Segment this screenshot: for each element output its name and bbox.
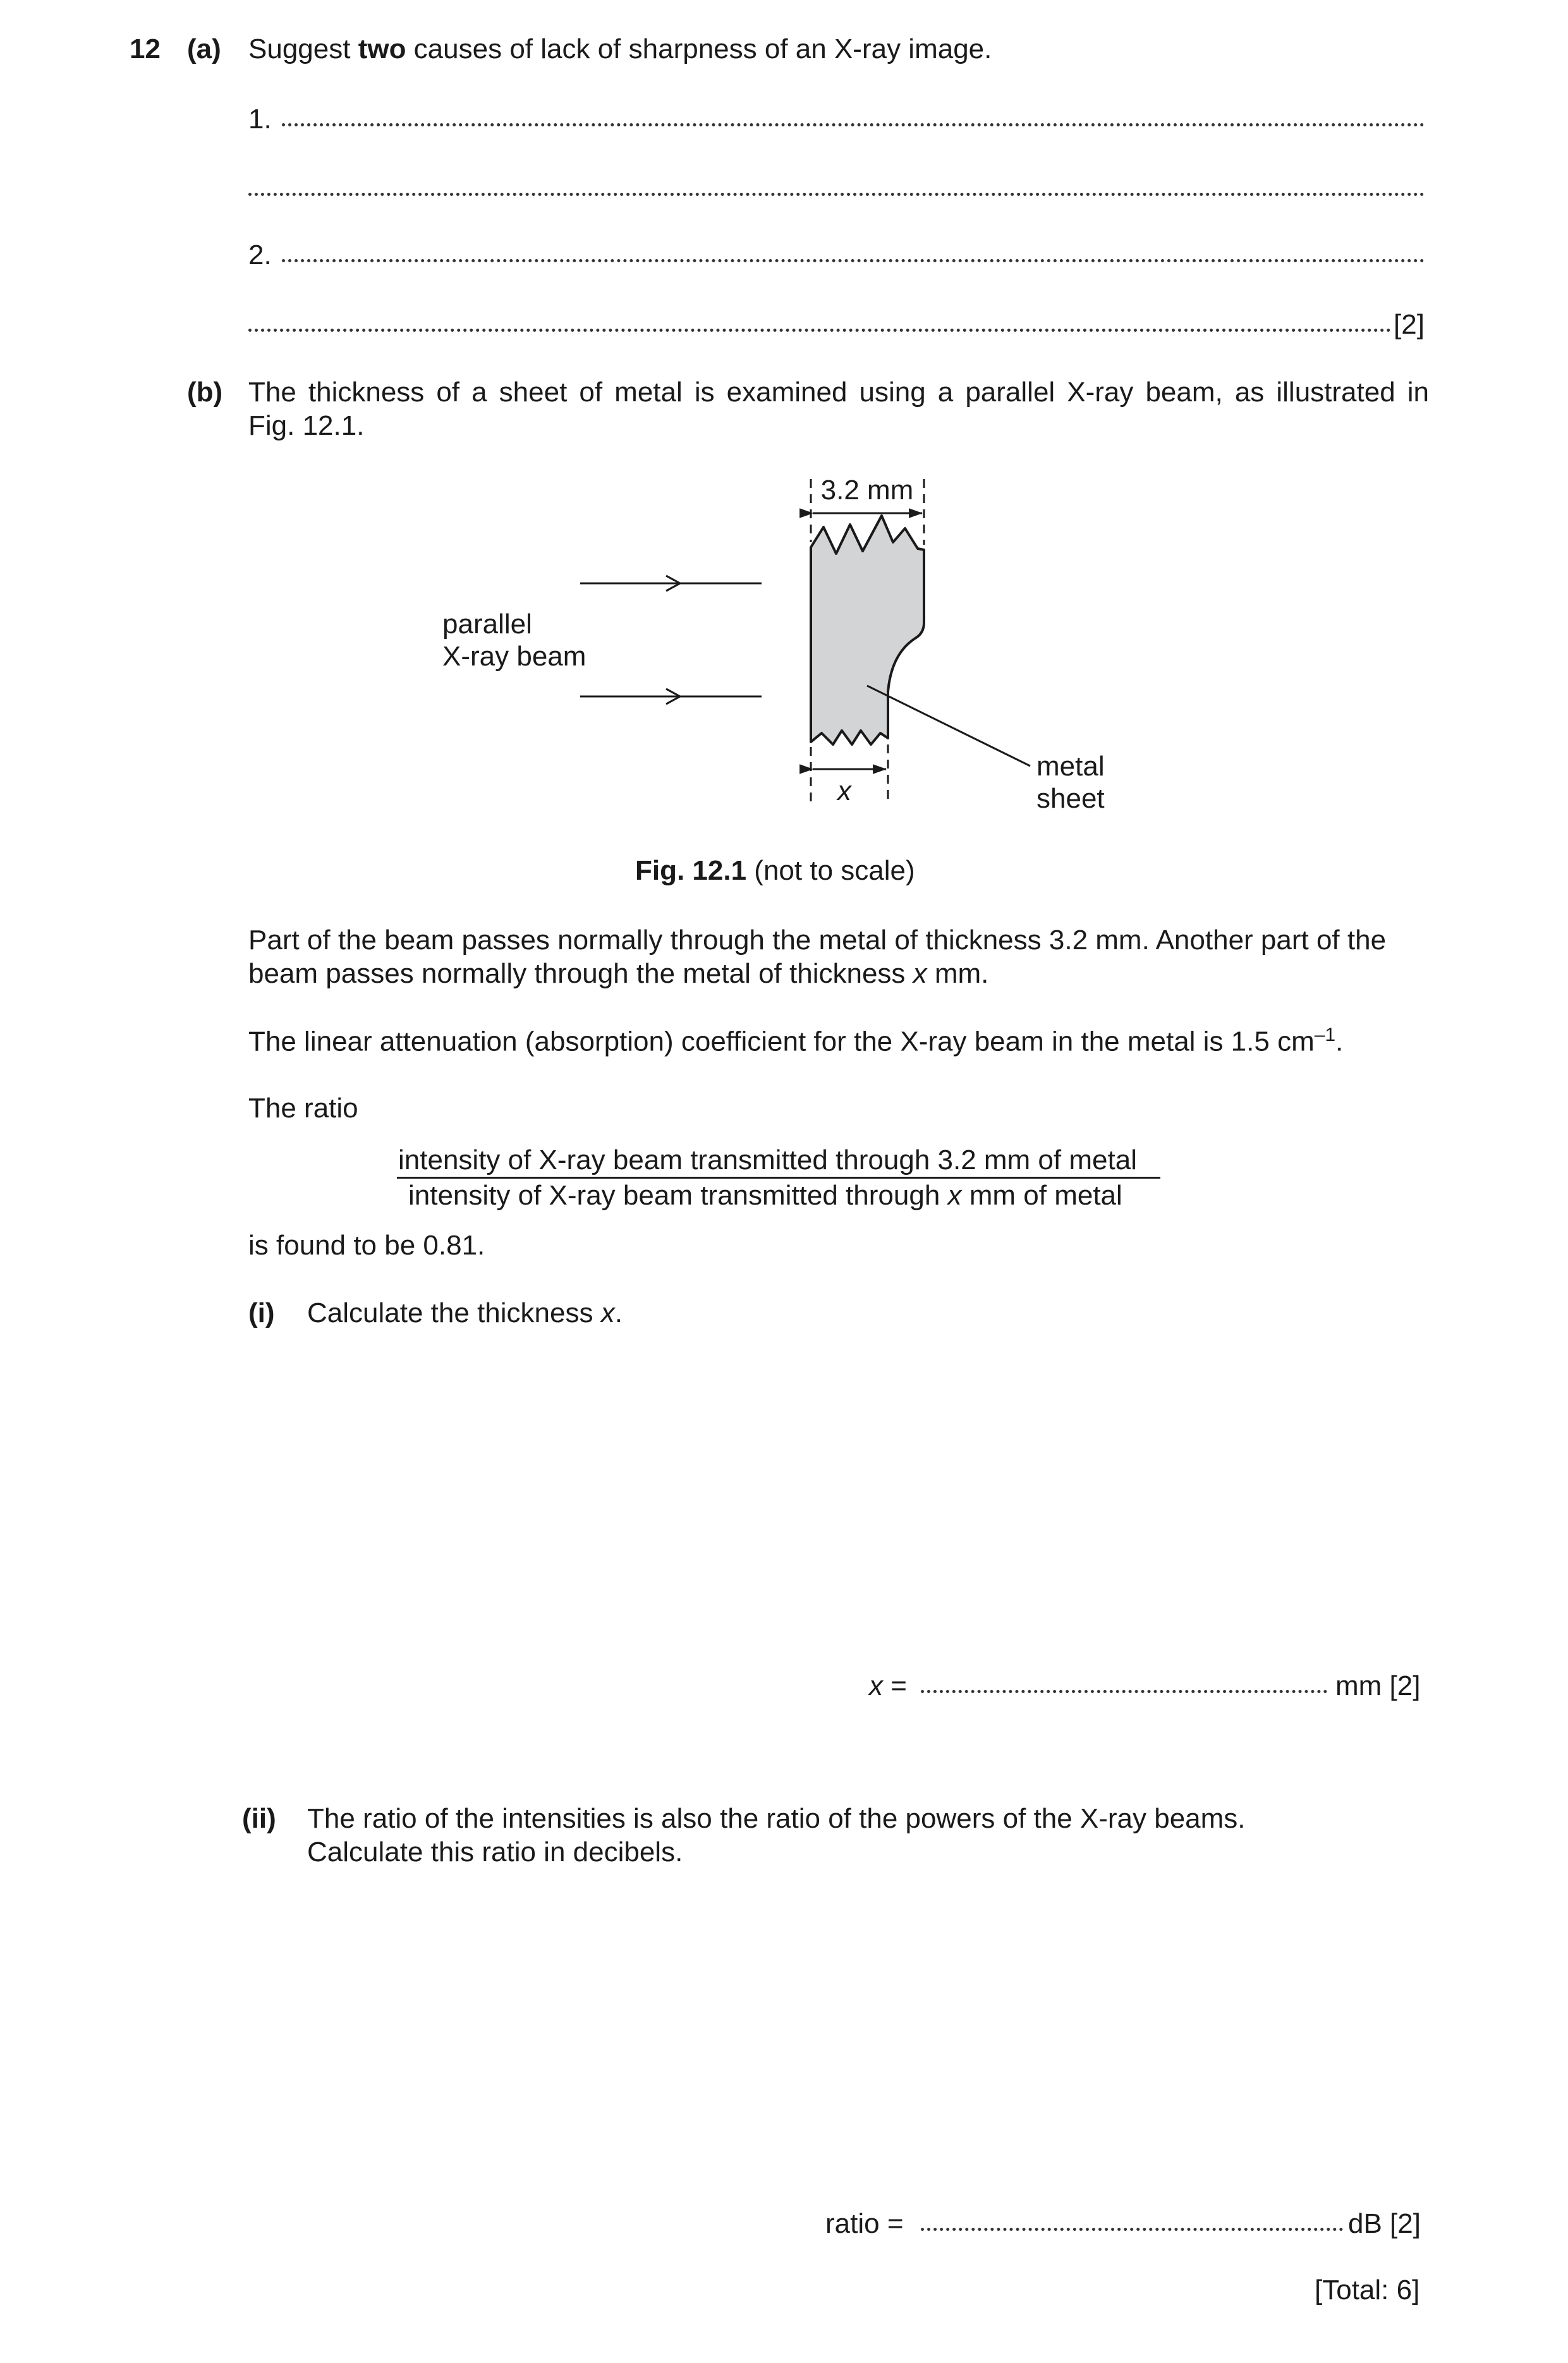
sub-ii-answer-field[interactable] — [921, 2228, 1343, 2231]
part-b-intro-line1: The thickness of a sheet of metal is examined using a parallel X-ray beam, as illustrated in — [248, 377, 1429, 408]
total-marks: [Total: 6] — [1315, 2275, 1420, 2305]
para1-line2-var: x — [913, 958, 927, 989]
para2-sup: –1 — [1314, 1024, 1336, 1045]
part-a-prompt-pre: Suggest — [248, 33, 358, 64]
answer-line-2-cont[interactable] — [248, 329, 1391, 332]
para1-line2-post: mm. — [927, 958, 989, 989]
sub-ii-answer-label: ratio = — [825, 2208, 904, 2239]
part-b-intro-line2: Fig. 12.1. — [248, 410, 365, 441]
part-b-label: (b) — [187, 377, 223, 408]
sub-ii-label: (ii) — [242, 1803, 276, 1834]
para2-post: . — [1335, 1026, 1344, 1057]
ratio-intro: The ratio — [248, 1093, 358, 1124]
ratio-denominator-var: x — [947, 1180, 962, 1211]
beam-label-line1: parallel — [442, 609, 532, 640]
beam-label-line2: X-ray beam — [442, 641, 586, 672]
ratio-result: is found to be 0.81. — [248, 1230, 485, 1261]
part-a-prompt-bold: two — [358, 33, 406, 64]
answer-line-1-label: 1. — [248, 104, 272, 135]
figure-12-1 — [0, 468, 1568, 847]
sub-i-answer-var: x — [869, 1670, 883, 1701]
sub-i-prompt-var: x — [600, 1297, 615, 1328]
question-number: 12 — [130, 33, 161, 64]
figure-caption — [635, 854, 915, 888]
part-a-label: (a) — [187, 33, 221, 64]
ratio-fraction-bar — [397, 1177, 1160, 1179]
sub-i-prompt-post: . — [614, 1297, 623, 1328]
sub-i-prompt-pre: Calculate the thickness — [307, 1297, 601, 1328]
sub-i-answer-eq: = — [883, 1670, 907, 1701]
sub-ii-answer-unit: dB [2] — [1348, 2208, 1421, 2239]
answer-line-1[interactable] — [282, 123, 1425, 126]
part-a-marks: [2] — [1394, 309, 1425, 340]
figure-caption-rest: (not to scale) — [746, 855, 915, 886]
figure-caption-bold: Fig. 12.1 — [635, 855, 747, 886]
sub-ii-prompt-line1: The ratio of the intensities is also the ratio of the powers of the X-ray beams. — [307, 1803, 1246, 1834]
sub-ii-prompt-line2: Calculate this ratio in decibels. — [307, 1837, 683, 1868]
para1-line1: Part of the beam passes normally through the metal of thickness 3.2 mm. Another part of the — [248, 925, 1387, 956]
ratio-denominator — [408, 1179, 1122, 1213]
sub-i-answer-label — [869, 1670, 907, 1703]
ratio-numerator: intensity of X-ray beam transmitted through 3.2 mm of metal — [398, 1145, 1137, 1175]
dimension-top-label: 3.2 mm — [820, 475, 914, 506]
para2-pre: The linear attenuation (absorption) coefficient for the X-ray beam in the metal is 1.5 cm — [248, 1026, 1315, 1057]
para1-line2-pre: beam passes normally through the metal of thickness — [248, 958, 913, 989]
answer-line-2-label: 2. — [248, 240, 272, 270]
sheet-label-line1: metal — [1036, 751, 1105, 782]
sub-i-answer-unit: mm [2] — [1335, 1670, 1421, 1701]
part-a-prompt-post: causes of lack of sharpness of an X-ray image. — [406, 33, 992, 64]
sub-i-answer-field[interactable] — [921, 1690, 1327, 1693]
dimension-bottom-label: x — [837, 775, 851, 806]
para2 — [248, 1024, 1343, 1059]
sheet-leader-line — [867, 686, 1030, 766]
ratio-denominator-pre: intensity of X-ray beam transmitted through — [408, 1180, 948, 1211]
metal-sheet-shape — [811, 516, 924, 744]
part-a-prompt — [248, 33, 992, 66]
answer-line-2[interactable] — [282, 259, 1425, 262]
sub-i-prompt — [307, 1297, 623, 1330]
para1-line2 — [248, 957, 988, 991]
answer-line-1-cont[interactable] — [248, 193, 1425, 196]
ratio-denominator-post: mm of metal — [961, 1180, 1122, 1211]
sub-i-label: (i) — [248, 1297, 275, 1328]
sheet-label-line2: sheet — [1036, 783, 1105, 814]
